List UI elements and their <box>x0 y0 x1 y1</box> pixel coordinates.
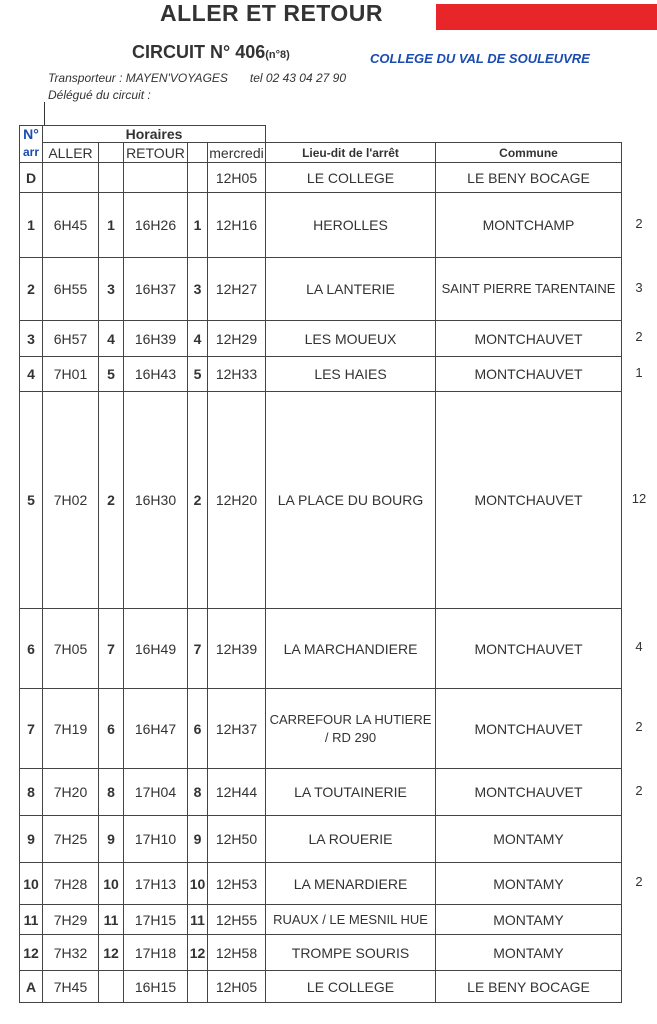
aller-order: 9 <box>99 816 124 863</box>
stop-index: A <box>20 971 43 1003</box>
circuit-label: CIRCUIT N° 406 <box>132 42 266 62</box>
aller-order <box>99 163 124 193</box>
aller-order: 7 <box>99 609 124 689</box>
table-row <box>20 357 622 392</box>
retour-order: 10 <box>188 863 208 905</box>
aller-order: 4 <box>99 321 124 357</box>
aller-time <box>43 163 99 193</box>
commune-header: Commune <box>436 143 622 163</box>
retour-time: 17H04 <box>124 769 188 816</box>
stop-place: LA MENARDIERE <box>266 863 436 905</box>
retour-time: 17H10 <box>124 816 188 863</box>
mercredi-time: 12H29 <box>208 321 266 357</box>
stop-index: D <box>20 163 43 193</box>
transporteur-line <box>48 71 346 85</box>
passenger-count: 2 <box>635 329 643 344</box>
table-row <box>20 769 622 816</box>
aller-order: 1 <box>99 193 124 258</box>
schedule-table <box>19 125 622 1003</box>
stop-place: LA LANTERIE <box>266 258 436 321</box>
mercredi-time: 12H27 <box>208 258 266 321</box>
table-row <box>20 905 622 935</box>
table-row <box>20 609 622 689</box>
aller-order: 6 <box>99 689 124 769</box>
retour-order: 8 <box>188 769 208 816</box>
commune-name: MONTAMY <box>436 905 622 935</box>
delegue-label: Délégué du circuit : <box>48 88 151 102</box>
commune-name: MONTCHAMP <box>436 193 622 258</box>
table-row <box>20 321 622 357</box>
retour-time: 16H47 <box>124 689 188 769</box>
retour-order: 4 <box>188 321 208 357</box>
commune-name: MONTCHAUVET <box>436 392 622 609</box>
divider <box>44 102 45 126</box>
retour-time: 16H43 <box>124 357 188 392</box>
table-row <box>20 816 622 863</box>
stop-place: LA PLACE DU BOURG <box>266 392 436 609</box>
stop-index: 6 <box>20 609 43 689</box>
retour-time <box>124 163 188 193</box>
mercredi-time: 12H05 <box>208 163 266 193</box>
red-banner <box>436 4 657 30</box>
aller-time: 7H28 <box>43 863 99 905</box>
retour-order: 6 <box>188 689 208 769</box>
college-name: COLLEGE DU VAL DE SOULEUVRE <box>370 51 590 66</box>
commune-name: LE BENY BOCAGE <box>436 163 622 193</box>
mercredi-time: 12H16 <box>208 193 266 258</box>
aller-time: 6H55 <box>43 258 99 321</box>
stop-index: 4 <box>20 357 43 392</box>
mercredi-time: 12H33 <box>208 357 266 392</box>
passenger-count: 3 <box>635 279 643 295</box>
aller-time: 7H20 <box>43 769 99 816</box>
table-row <box>20 689 622 769</box>
retour-order: 1 <box>188 193 208 258</box>
retour-order: 11 <box>188 905 208 935</box>
aller-order: 2 <box>99 392 124 609</box>
num-header: N° <box>20 126 43 143</box>
stop-index: 10 <box>20 863 43 905</box>
mercredi-header: mercredi <box>209 144 264 161</box>
stop-place: HEROLLES <box>266 193 436 258</box>
aller-time: 7H05 <box>43 609 99 689</box>
table-row <box>20 935 622 971</box>
aller-time: 7H45 <box>43 971 99 1003</box>
mercredi-time: 12H55 <box>208 905 266 935</box>
header-row-1 <box>20 126 622 143</box>
retour-time: 17H13 <box>124 863 188 905</box>
stop-place: RUAUX / LE MESNIL HUE <box>266 905 436 935</box>
commune-name: MONTAMY <box>436 935 622 971</box>
commune-name: MONTCHAUVET <box>436 357 622 392</box>
stop-place: LA ROUERIE <box>266 816 436 863</box>
stop-place: LE COLLEGE <box>266 971 436 1003</box>
retour-order: 2 <box>188 392 208 609</box>
retour-order: 12 <box>188 935 208 971</box>
table-row <box>20 258 622 321</box>
retour-time: 16H39 <box>124 321 188 357</box>
stop-index: 1 <box>20 193 43 258</box>
retour-header: RETOUR <box>124 143 188 163</box>
passenger-count: 2 <box>635 719 643 734</box>
commune-name: MONTAMY <box>436 863 622 905</box>
aller-time: 7H32 <box>43 935 99 971</box>
commune-name: LE BENY BOCAGE <box>436 971 622 1003</box>
mercredi-time: 12H44 <box>208 769 266 816</box>
table-row <box>20 971 622 1003</box>
stop-place: TROMPE SOURIS <box>266 935 436 971</box>
retour-order <box>188 163 208 193</box>
mercredi-time: 12H39 <box>208 609 266 689</box>
aller-time: 6H45 <box>43 193 99 258</box>
num-header-bottom: arr <box>20 143 43 163</box>
aller-order: 5 <box>99 357 124 392</box>
aller-time: 7H29 <box>43 905 99 935</box>
aller-time: 7H19 <box>43 689 99 769</box>
retour-time: 16H49 <box>124 609 188 689</box>
stop-index: 12 <box>20 935 43 971</box>
table-row <box>20 193 622 258</box>
aller-order: 10 <box>99 863 124 905</box>
commune-name: MONTCHAUVET <box>436 321 622 357</box>
stop-index: 3 <box>20 321 43 357</box>
stop-index: 5 <box>20 392 43 609</box>
telephone: tel 02 43 04 27 90 <box>249 71 346 85</box>
stop-place: LE COLLEGE <box>266 163 436 193</box>
aller-time: 7H01 <box>43 357 99 392</box>
stop-index: 2 <box>20 258 43 321</box>
circuit-number <box>132 42 290 63</box>
retour-order: 9 <box>188 816 208 863</box>
stop-place: LES HAIES <box>266 357 436 392</box>
aller-order: 8 <box>99 769 124 816</box>
stop-place: LES MOUEUX <box>266 321 436 357</box>
commune-name: MONTCHAUVET <box>436 769 622 816</box>
commune-name: MONTCHAUVET <box>436 609 622 689</box>
circuit-suffix: (n°8) <box>265 49 290 61</box>
aller-time: 7H02 <box>43 392 99 609</box>
mercredi-time: 12H53 <box>208 863 266 905</box>
table-row <box>20 392 622 609</box>
stop-index: 7 <box>20 689 43 769</box>
retour-time: 16H26 <box>124 193 188 258</box>
aller-order <box>99 971 124 1003</box>
stop-place: LA TOUTAINERIE <box>266 769 436 816</box>
stop-index: 8 <box>20 769 43 816</box>
aller-order: 12 <box>99 935 124 971</box>
aller-time: 6H57 <box>43 321 99 357</box>
transporteur: Transporteur : MAYEN'VOYAGES <box>48 71 228 85</box>
lieu-header: Lieu-dit de l'arrêt <box>266 143 436 163</box>
retour-time: 16H37 <box>124 258 188 321</box>
passenger-count: 1 <box>635 364 643 380</box>
table-row <box>20 163 622 193</box>
page-title: ALLER ET RETOUR <box>160 0 384 26</box>
passenger-count: 2 <box>635 215 643 231</box>
retour-time: 16H15 <box>124 971 188 1003</box>
aller-header: ALLER <box>43 143 99 163</box>
horaires-header: Horaires <box>43 126 266 143</box>
mercredi-time: 12H05 <box>208 971 266 1003</box>
mercredi-time: 12H50 <box>208 816 266 863</box>
aller-order: 3 <box>99 258 124 321</box>
header-row-2 <box>20 143 622 163</box>
commune-name: MONTCHAUVET <box>436 689 622 769</box>
stop-place: LA MARCHANDIERE <box>266 609 436 689</box>
commune-name: MONTAMY <box>436 816 622 863</box>
mercredi-time: 12H58 <box>208 935 266 971</box>
mercredi-time: 12H20 <box>208 392 266 609</box>
passenger-count: 2 <box>635 874 643 889</box>
retour-order: 3 <box>188 258 208 321</box>
mercredi-time: 12H37 <box>208 689 266 769</box>
stop-index: 11 <box>20 905 43 935</box>
retour-time: 17H18 <box>124 935 188 971</box>
aller-time: 7H25 <box>43 816 99 863</box>
retour-time: 17H15 <box>124 905 188 935</box>
passenger-count: 12 <box>631 490 647 506</box>
retour-order: 5 <box>188 357 208 392</box>
retour-order: 7 <box>188 609 208 689</box>
commune-name: SAINT PIERRE TARENTAINE <box>436 258 622 321</box>
stop-place: CARREFOUR LA HUTIERE / RD 290 <box>266 689 436 769</box>
aller-order: 11 <box>99 905 124 935</box>
retour-order <box>188 971 208 1003</box>
retour-time: 16H30 <box>124 392 188 609</box>
passenger-count: 2 <box>635 782 643 798</box>
table-row <box>20 863 622 905</box>
passenger-count: 4 <box>635 639 643 654</box>
stop-index: 9 <box>20 816 43 863</box>
